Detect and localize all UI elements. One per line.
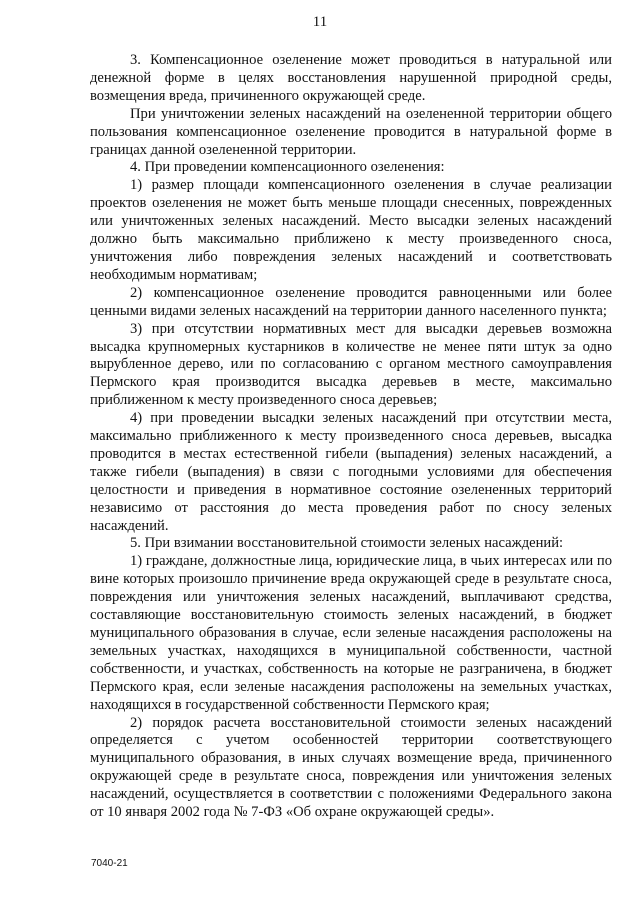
paragraph-5-item-1: 1) граждане, должностные лица, юридические лица, в чьих интересах или по вине которых произошло причинение вреда окружающей среде в результате сноса, повреждения или уничтожения зеленых насаждений, выплачивают средства, составляющие восстановительную стоимость зеленых насаждений, в бюджет муниципального образования в случае, если зеленые насаждения расположены на земельных участках, находящихся в муниципальной собственности, частной собственности, и участках, собственность на которые не разграничена, в бюджет Пермского края, если зеленые насаждения расположены на земельных участках, находящихся в государственной собственности Пермского края; <box>90 553 612 713</box>
paragraph-4-item-4: 4) при проведении высадки зеленых насаждений при отсутствии места, максимально приближенного к месту произведенного сноса деревьев, высадка проводится в местах естественной гибели (выпадения) зеленых насаждений, а также гибели (выпадения) в связи с погодными условиями для обеспечения целостности и приведения в нормативное состояние озелененных территорий независимо от расстояния до места проведения работ по сносу зеленых насаждений. <box>90 410 612 534</box>
paragraph-4: 4. При проведении компенсационного озеленения: <box>130 159 445 176</box>
document-body <box>90 52 612 822</box>
paragraph-5: 5. При взимании восстановительной стоимости зеленых насаждений: <box>130 535 564 552</box>
paragraph-4-item-2: 2) компенсационное озеленение проводится равноценными или более ценными видами зеленых насаждений на территории данного населенного пункта; <box>90 284 612 319</box>
page-number: 11 <box>312 14 328 30</box>
document-code: 7040-21 <box>91 858 128 869</box>
paragraph-4-item-3: 3) при отсутствии нормативных мест для высадки деревьев возможна высадка крупномерных кустарников в количестве не менее пяти штук за одно вырубленное дерево, или по согласованию с органом местного самоуправления Пермского края производится высадка деревьев в месте, максимально приближенном к месту произведенного сноса деревьев; <box>90 320 612 409</box>
paragraph-4-item-1: 1) размер площади компенсационного озеленения в случае реализации проектов озеленения не может быть меньше площади снесенных, поврежденных или уничтоженных зеленых насаждений. Место высадки зеленых насаждений должно быть максимально приближено к месту произведенного сноса, уничтожения либо повреждения зеленых насаждений и соответствовать необходимым нормативам; <box>90 177 612 283</box>
paragraph-3-cont: При уничтожении зеленых насаждений на озелененной территории общего пользования компенсационное озеленение проводится в натуральной форме в границах данной озелененной территории. <box>90 105 612 158</box>
paragraph-3: 3. Компенсационное озеленение может проводиться в натуральной или денежной форме в целях восстановления нарушенной природной среды, возмещения вреда, причиненного окружающей среде. <box>90 52 612 104</box>
paragraph-5-item-2: 2) порядок расчета восстановительной стоимости зеленых насаждений определяется с учетом особенностей территории соответствующего муниципального образования, в иных случаях возмещение вреда, причиненного окружающей среде в результате сноса, повреждения или уничтожения зеленых насаждений, осуществляется в соответствии с положениями Федерального закона от 10 января 2002 года № 7-ФЗ «Об охране окружающей среды». <box>90 714 612 821</box>
